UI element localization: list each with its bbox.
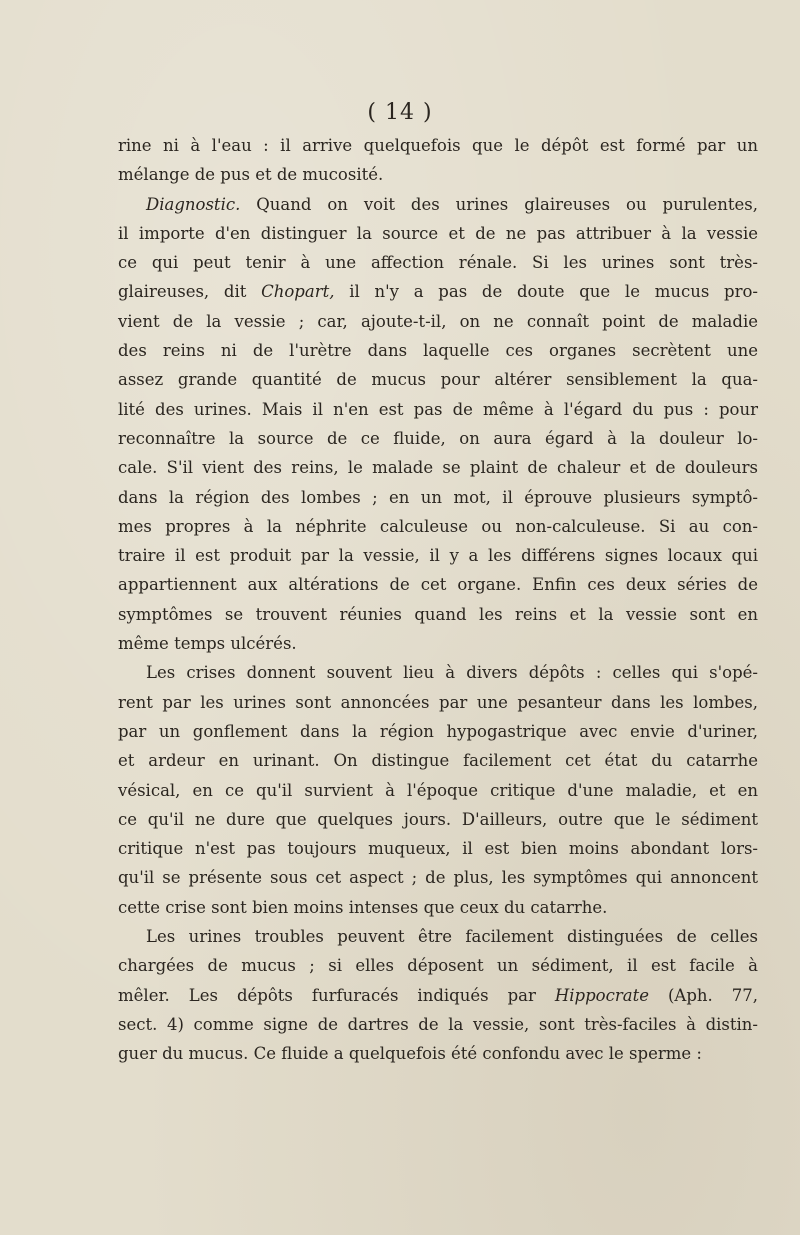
text-line: il importe d'en distinguer la source et de ne pas attribuer à la vessie xyxy=(118,223,758,243)
text-line xyxy=(118,190,758,219)
text-line: cale. S'il vient des reins, le malade se plaint de chaleur et de douleurs xyxy=(118,458,758,478)
text-line: ce qu'il ne dure que quelques jours. D'ailleurs, outre que le sédiment xyxy=(118,809,758,829)
text-line: lité des urines. Mais il n'en est pas de même à l'égard du pus : pour xyxy=(118,399,758,419)
paragraph xyxy=(118,922,758,1068)
text-line: guer du mucus. Ce fluide a quelquefois été confondu avec le sperme : xyxy=(118,1044,702,1064)
text-line: même temps ulcérés. xyxy=(118,634,297,654)
text-line: appartiennent aux altérations de cet organe. Enfin ces deux séries de xyxy=(118,575,758,595)
text-line: ce qui peut tenir à une affection rénale. Si les urines sont très- xyxy=(118,253,758,273)
text-line: mélange de pus et de mucosité. xyxy=(118,165,384,185)
italic-term: Diagnostic. xyxy=(146,194,241,214)
text-line: Les urines troubles peuvent être facilement distinguées de celles xyxy=(146,927,758,947)
text-line xyxy=(118,981,758,1010)
page-number: ( 14 ) xyxy=(367,100,433,125)
text-line: mes propres à la néphrite calculeuse ou non-calculeuse. Si au con- xyxy=(118,516,758,536)
text-line: et ardeur en urinant. On distingue facilement cet état du catarrhe xyxy=(118,751,758,771)
text-line: par un gonflement dans la région hypogastrique avec envie d'uriner, xyxy=(118,721,758,741)
text-segment: (Aph. 77, xyxy=(648,985,758,1005)
text-line: des reins ni de l'urètre dans laquelle ces organes secrètent une xyxy=(118,341,758,361)
text-line: rent par les urines sont annoncées par une pesanteur dans les lombes, xyxy=(118,692,758,712)
text-segment: glaireuses, dit xyxy=(118,282,262,302)
text-line xyxy=(118,277,758,306)
body-text xyxy=(118,131,758,1069)
text-line: chargées de mucus ; si elles déposent un sédiment, il est facile à xyxy=(118,956,758,976)
paragraph xyxy=(118,131,758,190)
text-line: reconnaître la source de ce fluide, on aura égard à la douleur lo- xyxy=(118,428,758,448)
text-line: assez grande quantité de mucus pour altérer sensiblement la qua- xyxy=(118,370,758,390)
text-line: cette crise sont bien moins intenses que ceux du catarrhe. xyxy=(118,897,608,917)
text-line: vient de la vessie ; car, ajoute-t-il, on ne connaît point de maladie xyxy=(118,311,758,331)
paragraph xyxy=(118,658,758,922)
text-line: sect. 4) comme signe de dartres de la vessie, sont très-faciles à distin- xyxy=(118,1014,758,1034)
italic-term: Chopart, xyxy=(261,282,335,302)
text-line: rine ni à l'eau : il arrive quelquefois que le dépôt est formé par un xyxy=(118,136,758,155)
text-line: dans la région des lombes ; en un mot, il éprouve plusieurs symptô- xyxy=(118,487,758,507)
text-segment: Quand on voit des urines glaireuses ou purulentes, xyxy=(240,194,758,214)
text-line: qu'il se présente sous cet aspect ; de plus, les symptômes qui annoncent xyxy=(118,868,758,888)
text-line: traire il est produit par la vessie, il y a les différens signes locaux qui xyxy=(118,546,758,566)
text-line: vésical, en ce qu'il survient à l'époque critique d'une maladie, et en xyxy=(118,780,758,800)
text-line: symptômes se trouvent réunies quand les reins et la vessie sont en xyxy=(118,604,758,624)
text-segment: mêler. Les dépôts furfuracés indiqués par xyxy=(118,985,555,1005)
italic-term: Hippocrate xyxy=(554,985,649,1005)
paragraph xyxy=(118,190,758,659)
text-line: critique n'est pas toujours muqueux, il est bien moins abondant lors- xyxy=(118,839,758,859)
text-line: Les crises donnent souvent lieu à divers dépôts : celles qui s'opé- xyxy=(146,663,758,683)
text-segment: il n'y a pas de doute que le mucus pro- xyxy=(334,282,758,302)
